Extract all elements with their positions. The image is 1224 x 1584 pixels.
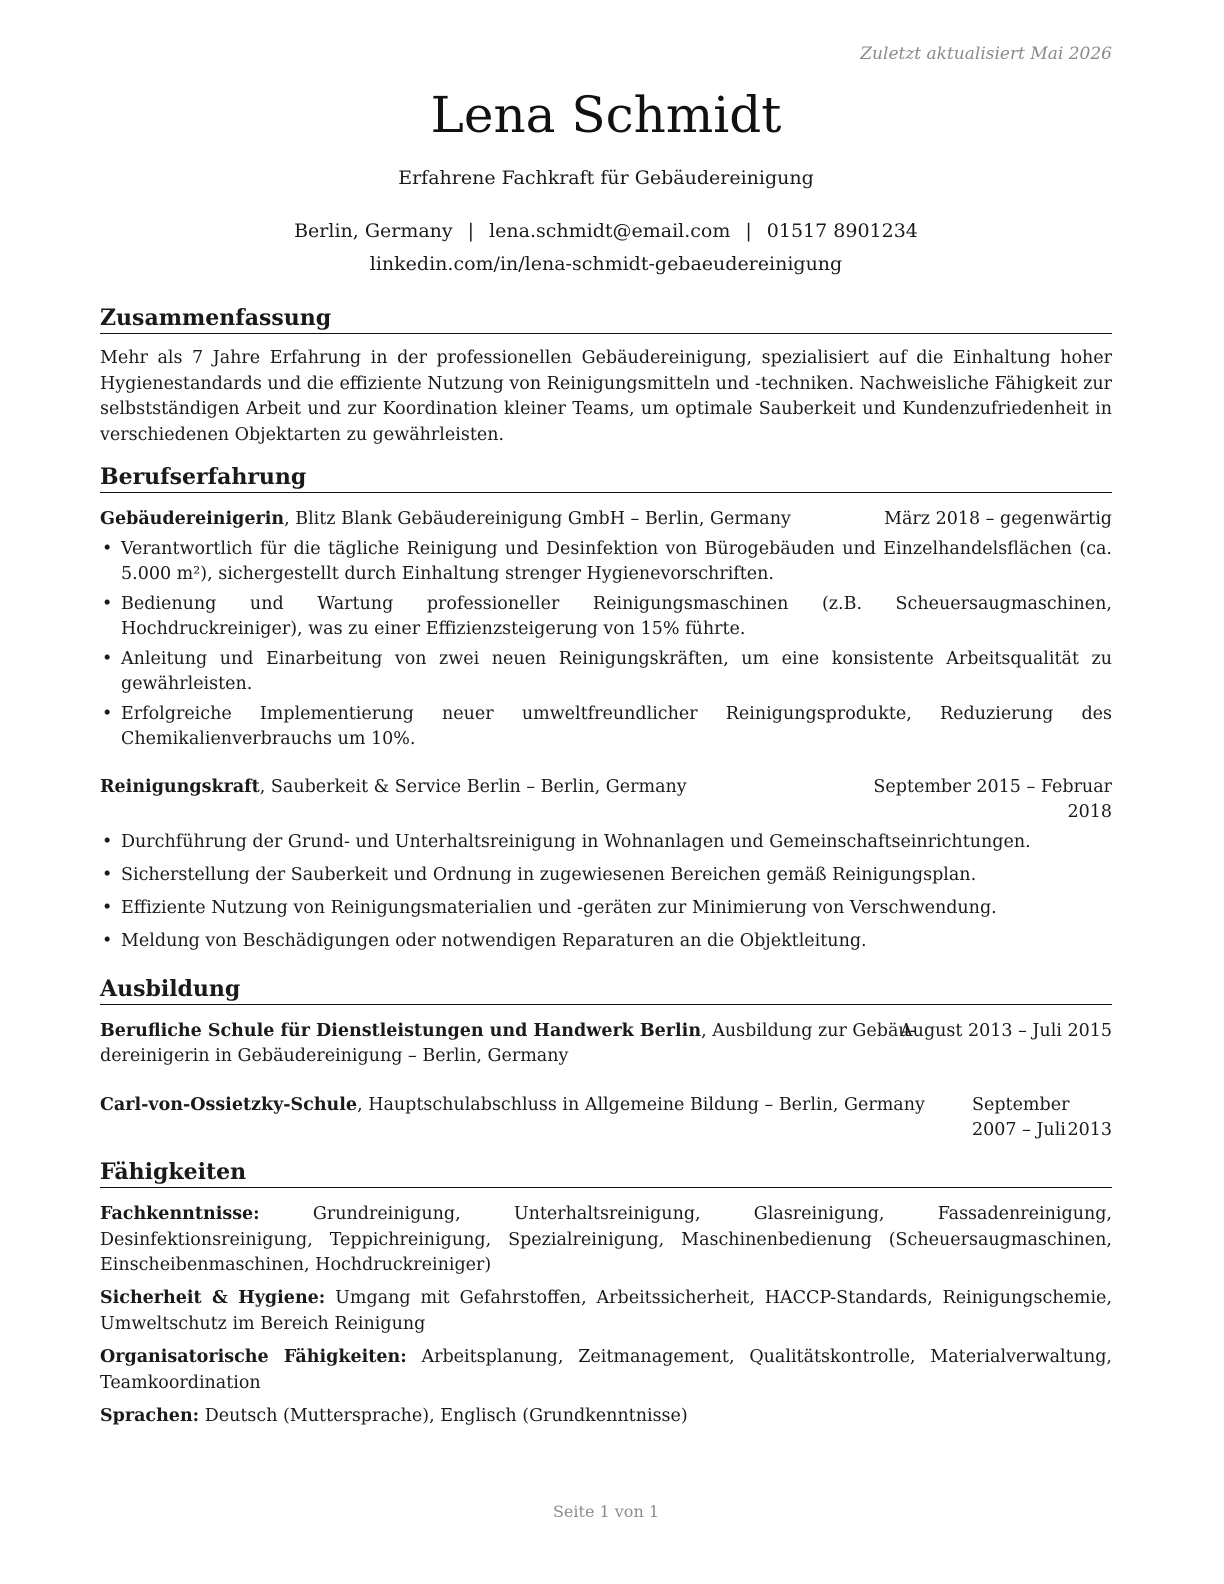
job-title-line — [100, 507, 791, 532]
linkedin-link[interactable]: linkedin.com/in/lena-schmidt-gebaeudereinigung — [369, 253, 843, 275]
skill-group — [100, 1404, 1112, 1430]
education-dates: August 2013 – Juli 2015 — [900, 1021, 1112, 1041]
candidate-name: Lena Schmidt — [430, 86, 782, 144]
job-role: Gebäudereinigerin — [100, 509, 285, 529]
education-details: , Hauptschulabschluss in Allgemeine Bildung – Berlin, Germany — [357, 1095, 925, 1115]
bullet-text: Sicherstellung der Sauberkeit und Ordnung in zugewiesenen Bereichen gemäß Reinigungsplan. — [121, 865, 977, 885]
contact-email-link[interactable]: lena.schmidt@email.com — [489, 220, 731, 242]
skill-group-text: Umgang mit Gefahrstoffen, Arbeitssicherheit, HACCP-Standards, Reinigungschemie, Umweltschutz im Bereich Reinigung — [100, 1288, 1112, 1334]
education-dates-line: 2013 — [1067, 1120, 1112, 1140]
bullet-text: Bedienung und Wartung professioneller Reinigungsmaschinen (z.B. Scheuersaugmaschinen, Hochdruckreiniger), was zu einer Effizienzsteigerung von 15% führte. — [121, 594, 1112, 639]
job-dates-line: September 2015 – Februar — [873, 777, 1112, 797]
job-employer: , Blitz Blank Gebäudereinigung GmbH – Berlin, Germany — [284, 509, 791, 529]
skill-group-label: Sicherheit & Hygiene: — [100, 1288, 326, 1308]
bullet-text: Erfolgreiche Implementierung neuer umweltfreundlicher Reinigungsprodukte, Reduzierung des Chemikalienverbrauchs um 10%. — [121, 704, 1112, 749]
section-title-skills: Fähigkeiten — [100, 1158, 1112, 1188]
skill-group-label: Sprachen: — [100, 1406, 200, 1426]
contact-separator: | — [745, 220, 752, 242]
skill-group — [100, 1345, 1112, 1396]
skill-group-text: Grundreinigung, Unterhaltsreinigung, Glasreinigung, Fassadenreinigung, Desinfektionsreinigung, Teppichreinigung, Spezialreinigung, Maschinenbedienung (Scheuersaugmaschinen, Einscheibenmaschinen, Hochdruckreiniger) — [100, 1204, 1112, 1275]
bullet-icon: • — [102, 832, 113, 852]
list-item — [100, 929, 1112, 954]
list-item — [100, 592, 1112, 642]
section-title-experience: Berufserfahrung — [100, 463, 1112, 493]
list-item — [100, 537, 1112, 587]
section-title-summary: Zusammenfassung — [100, 304, 1112, 334]
education-title-line — [100, 1019, 916, 1069]
bullet-text: Effiziente Nutzung von Reinigungsmaterialien und -geräten zur Minimierung von Verschwendung. — [121, 898, 997, 918]
candidate-tagline: Erfahrene Fachkraft für Gebäudereinigung — [398, 167, 814, 189]
contact-phone: 01517 8901234 — [766, 220, 918, 242]
skill-group — [100, 1286, 1112, 1337]
job-dates — [873, 775, 1112, 825]
education-dates-line: September 2007 – Juli — [972, 1095, 1070, 1140]
bullet-text: Meldung von Beschädigungen oder notwendigen Reparaturen an die Objektleitung. — [121, 931, 867, 951]
education-school: Carl-von-Ossietzky-Schule — [100, 1095, 358, 1115]
bullet-text: Anleitung und Einarbeitung von zwei neuen Reinigungskräften, um eine konsistente Arbeitsqualität zu gewährleisten. — [121, 649, 1112, 694]
list-item — [100, 647, 1112, 697]
bullet-icon: • — [102, 898, 113, 918]
resume-page — [100, 0, 1112, 1584]
list-item — [100, 830, 1112, 855]
list-item — [100, 702, 1112, 752]
skill-group-text: Arbeitsplanung, Zeitmanagement, Qualitätskontrolle, Materialverwaltung, Teamkoordination — [100, 1347, 1112, 1393]
contact-separator: | — [467, 220, 475, 242]
bullet-icon: • — [102, 704, 113, 724]
contact-location: Berlin, Germany — [294, 220, 453, 242]
education-details: , Ausbildung zur Gebäu- — [701, 1021, 916, 1041]
job-dates-line: 2018 — [1067, 802, 1112, 822]
bullet-text: Durchführung der Grund- und Unterhaltsreinigung in Wohnanlagen und Gemeinschaftseinrichtungen. — [121, 832, 1031, 852]
job-title-line — [100, 775, 687, 800]
list-item — [100, 863, 1112, 888]
job-role: Reinigungskraft — [100, 777, 260, 797]
bullet-icon: • — [102, 931, 113, 951]
bullet-icon: • — [102, 649, 113, 669]
section-title-education: Ausbildung — [100, 975, 1112, 1005]
last-updated-note: Zuletzt aktualisiert Mai 2026 — [860, 44, 1112, 64]
bullet-icon: • — [102, 539, 113, 559]
skill-group — [100, 1202, 1112, 1279]
skill-group-label: Fachkenntnisse: — [100, 1204, 260, 1224]
job-bullet-list — [100, 537, 1112, 752]
job-dates: März 2018 – gegenwärtig — [884, 509, 1112, 529]
skill-group-label: Organisatorische Fähigkeiten: — [100, 1347, 407, 1367]
job-bullet-list — [100, 830, 1112, 954]
bullet-text: Verantwortlich für die tägliche Reinigung und Desinfektion von Bürogebäuden und Einzelhandelsflächen (ca. 5.000 m²), sichergestellt durch Einhaltung strenger Hygienevorschriften. — [121, 539, 1112, 584]
education-dates — [972, 1093, 1112, 1143]
bullet-icon: • — [102, 865, 113, 885]
job-employer: , Sauberkeit & Service Berlin – Berlin, Germany — [259, 777, 687, 797]
list-item — [100, 896, 1112, 921]
summary-text: Mehr als 7 Jahre Erfahrung in der professionellen Gebäudereinigung, spezialisiert auf die Einhaltung hoher Hygienestandards und die effiziente Nutzung von Reinigungsmitteln und -techniken. Nachweisliche Fähigkeit zur selbstständigen Arbeit und zur Koordination kleiner Teams, um optimale Sauberkeit und Kundenzufriedenheit in verschiedenen Objektarten zu gewährleisten. — [100, 348, 1112, 445]
page-number: Seite 1 von 1 — [552, 1502, 660, 1521]
education-school: Berufliche Schule für Dienstleistungen und Handwerk Berlin — [100, 1021, 702, 1041]
skill-group-text: Deutsch (Muttersprache), Englisch (Grundkenntnisse) — [204, 1406, 688, 1426]
education-details: dereinigerin in Gebäudereinigung – Berlin, Germany — [100, 1046, 569, 1066]
contact-line — [100, 220, 1112, 242]
bullet-icon: • — [102, 594, 113, 614]
education-title-line — [100, 1093, 925, 1118]
